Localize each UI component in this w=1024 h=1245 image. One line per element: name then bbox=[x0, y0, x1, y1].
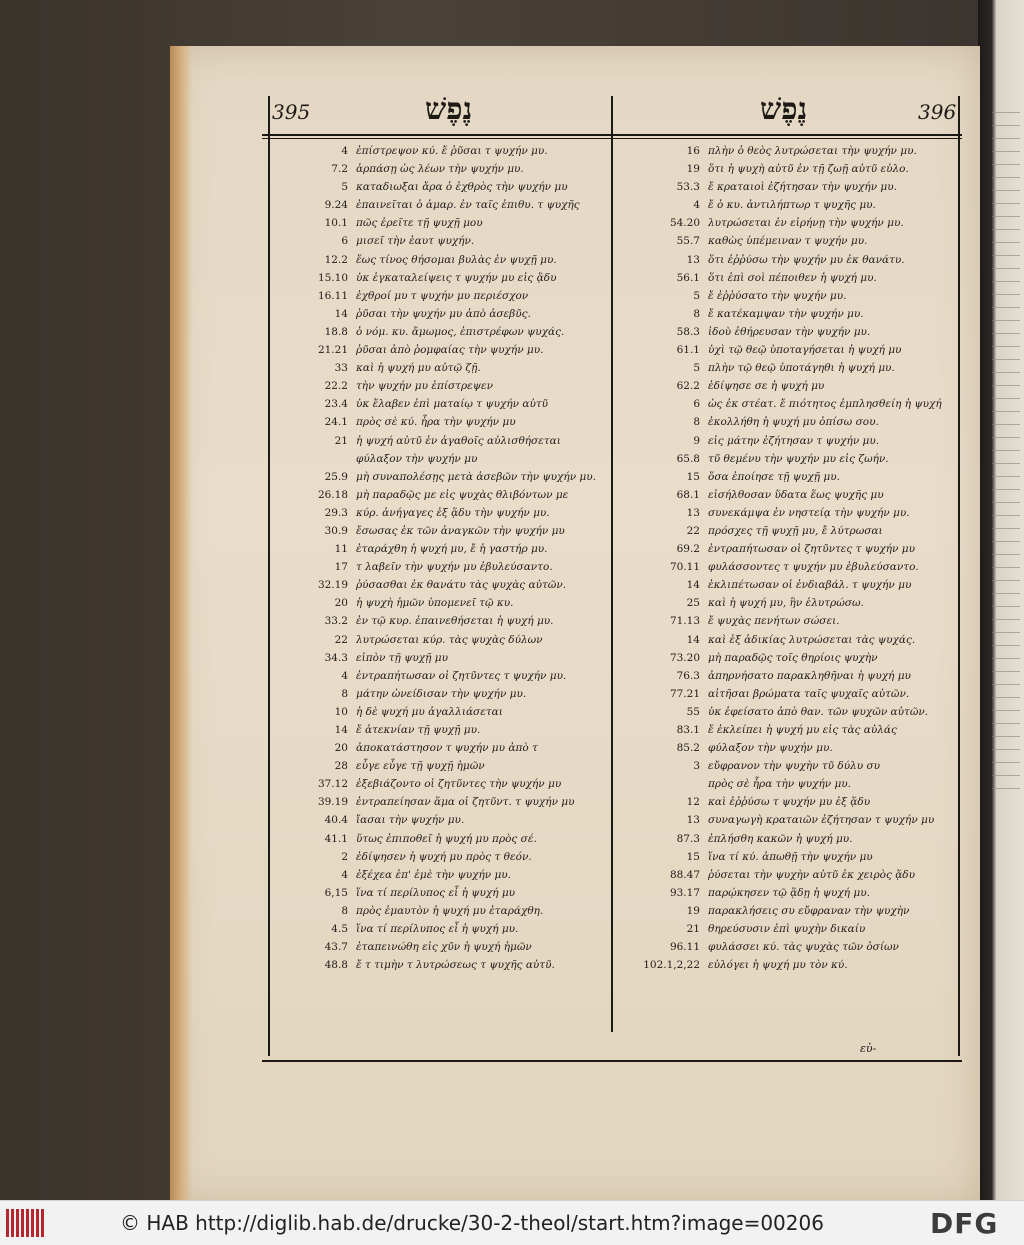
verse-reference: 87.3 bbox=[676, 832, 700, 845]
verse-reference: 14 bbox=[334, 307, 348, 320]
verse-text: λυτρώσεται κύρ. τὰς ψυχὰς δύλων bbox=[356, 633, 543, 646]
index-entry bbox=[270, 793, 610, 811]
left-column bbox=[270, 142, 610, 974]
verse-reference: 10 bbox=[334, 705, 348, 718]
verse-text: ἐπίστρεψον κύ. ἔ ῥῦσαι τ ψυχήν μυ. bbox=[356, 145, 548, 157]
verse-text: ἐντραπήτωσαν οἱ ζητῦντες τ ψυχήν μυ bbox=[708, 543, 915, 556]
verse-reference: 9.24 bbox=[324, 199, 348, 212]
index-entry bbox=[270, 703, 610, 721]
verse-text: εὔφρανον τὴν ψυχὴν τῦ δύλυ συ bbox=[708, 760, 881, 773]
right-heading: נֶפֶשׁ bbox=[760, 92, 808, 127]
index-entry bbox=[612, 486, 958, 504]
index-entry bbox=[612, 811, 958, 829]
verse-text: ῥύσεται τὴν ψυχὴν αὐτῦ ἐκ χειρὸς ᾅδυ bbox=[708, 868, 916, 881]
verse-reference: 68.1 bbox=[676, 488, 700, 501]
verse-text: τὴν ψυχήν μυ ἐπίστρεψεν bbox=[356, 380, 494, 393]
verse-text: ἔ ἀτεκνίαν τῇ ψυχῇ μυ. bbox=[356, 724, 481, 736]
verse-reference: 34.3 bbox=[324, 651, 348, 664]
index-entry bbox=[270, 214, 610, 232]
verse-reference: 14 bbox=[686, 633, 700, 646]
index-entry bbox=[270, 486, 610, 504]
verse-text: μὴ συναπολέσῃς μετὰ ἀσεβῶν τὴν ψυχήν μυ. bbox=[356, 470, 596, 483]
index-entry bbox=[270, 160, 610, 178]
right-page-number: 396 bbox=[918, 100, 957, 124]
verse-reference: 26.18 bbox=[317, 488, 348, 501]
verse-text: καθὼς ὑπέμειναν τ ψυχήν μυ. bbox=[708, 235, 868, 248]
hab-logo-icon bbox=[6, 1209, 50, 1239]
verse-text: συνεκάμψα ἐν νηστείᾳ τὴν ψυχήν μυ. bbox=[708, 506, 910, 519]
verse-text: ῥῦσαι ἀπὸ ῥομφαίας τὴν ψυχήν μυ. bbox=[356, 344, 544, 357]
verse-reference: 58.3 bbox=[676, 325, 700, 338]
verse-reference: 15 bbox=[686, 850, 700, 863]
verse-text: φυλάσσοντες τ ψυχήν μυ ἐβυλεύσαντο. bbox=[708, 561, 919, 574]
verse-reference: 85.2 bbox=[676, 742, 700, 755]
verse-reference: 28 bbox=[334, 760, 348, 773]
verse-text: ὡς ἐκ στέατ. ἔ πιότητος ἐμπλησθείη ἡ ψυχή bbox=[708, 398, 942, 411]
verse-text: κύρ. ἀνήγαγες ἐξ ᾅδυ τὴν ψυχήν μυ. bbox=[356, 506, 550, 519]
verse-reference: 6 bbox=[693, 398, 700, 411]
verse-reference: 22.2 bbox=[324, 380, 348, 393]
index-entry bbox=[270, 649, 610, 667]
verse-reference: 25.9 bbox=[324, 470, 348, 483]
index-entry bbox=[270, 323, 610, 341]
index-entry bbox=[270, 594, 610, 612]
verse-text: καὶ ἐῤῥύσω τ ψυχήν μυ ἐξ ᾅδυ bbox=[708, 796, 871, 809]
verse-text: πῶς ἐρεῖτε τῇ ψυχῇ μου bbox=[356, 217, 483, 230]
index-entry bbox=[270, 667, 610, 685]
index-entry bbox=[270, 142, 610, 160]
verse-text: τ λαβεῖν τὴν ψυχήν μυ ἐβυλεύσαντο. bbox=[356, 561, 553, 574]
verse-reference: 32.19 bbox=[317, 579, 348, 592]
verse-reference: 70.11 bbox=[669, 561, 700, 574]
verse-reference: 15 bbox=[686, 470, 700, 483]
verse-text: ἴασαι τὴν ψυχήν μυ. bbox=[356, 814, 465, 827]
verse-text: πλὴν ὁ θεὸς λυτρώσεται τὴν ψυχήν μυ. bbox=[708, 145, 917, 157]
index-entry bbox=[612, 287, 958, 305]
index-entry bbox=[612, 468, 958, 486]
verse-text: φύλαξον τὴν ψυχήν μυ. bbox=[708, 742, 833, 755]
index-entry bbox=[270, 685, 610, 703]
verse-text: ἐκλιπέτωσαν οἱ ἐνδιαβάλ. τ ψυχήν μυ bbox=[708, 579, 912, 592]
index-entry bbox=[612, 413, 958, 431]
index-entry bbox=[612, 920, 958, 938]
index-entry bbox=[270, 540, 610, 558]
index-entry bbox=[612, 703, 958, 721]
verse-reference: 12.2 bbox=[324, 253, 348, 266]
verse-reference: 9 bbox=[693, 434, 700, 447]
index-entry bbox=[612, 775, 958, 793]
left-heading: נֶפֶשׁ bbox=[425, 92, 473, 127]
index-entry bbox=[612, 377, 958, 395]
index-entry bbox=[612, 160, 958, 178]
verse-text: ἡ ψυχή αὐτῦ ἐν ἀγαθοῖς αὐλισθήσεται bbox=[356, 434, 561, 447]
index-entry bbox=[612, 558, 958, 576]
dfg-logo: DFG bbox=[930, 1207, 999, 1240]
verse-reference: 5 bbox=[693, 362, 700, 375]
verse-reference: 19 bbox=[686, 163, 700, 176]
verse-text: πλὴν τῷ θεῷ ὑποτάγηθι ἡ ψυχή μυ. bbox=[708, 362, 895, 375]
verse-text: ἐντραπείησαν ἅμα οἱ ζητῦντ. τ ψυχήν μυ bbox=[356, 796, 575, 809]
footer-bar bbox=[0, 1200, 1024, 1245]
verse-reference: 71.13 bbox=[669, 615, 700, 628]
index-entry bbox=[270, 631, 610, 649]
verse-reference: 43.7 bbox=[324, 941, 348, 954]
index-entry bbox=[612, 504, 958, 522]
verse-text: πρὸς σὲ ἦρα τὴν ψυχήν μυ. bbox=[708, 778, 852, 791]
index-entry bbox=[270, 287, 610, 305]
verse-text: ἵνα τί κύ. ἀπωθῇ τὴν ψυχήν μυ bbox=[708, 850, 873, 863]
verse-text: ὅτι ἐπὶ σοὶ πέποιθεν ἡ ψυχή μυ. bbox=[708, 271, 877, 284]
verse-text: ἐντραπήτωσαν οἱ ζητῦντες τ ψυχήν μυ. bbox=[356, 669, 567, 682]
verse-text: ἐταράχθη ἡ ψυχή μυ, ἔ ἡ γαστήρ μυ. bbox=[356, 543, 548, 556]
index-entry bbox=[270, 359, 610, 377]
verse-reference: 23.4 bbox=[324, 398, 348, 411]
verse-reference: 21 bbox=[334, 434, 348, 447]
verse-text: αἰτῆσαι βρώματα ταῖς ψυχαῖς αὐτῶν. bbox=[708, 687, 910, 700]
verse-reference: 5 bbox=[693, 289, 700, 302]
page-edge-left bbox=[170, 46, 192, 1206]
verse-text: καταδιωξαι ἄρα ὁ ἐχθρὸς τὴν ψυχήν μυ bbox=[356, 181, 568, 194]
verse-text: ἀποκατάστησον τ ψυχήν μυ ἀπὸ τ bbox=[356, 742, 538, 755]
index-entry bbox=[270, 811, 610, 829]
verse-text: ἔ κατέκαμψαν τὴν ψυχήν μυ. bbox=[708, 307, 864, 320]
verse-text: ἐπαινεῖται ὁ ἁμαρ. ἐν ταῖς ἐπιθυ. τ ψυχῆς bbox=[356, 199, 580, 212]
verse-text: ἡ ψυχὴ ἡμῶν ὑπομενεῖ τῷ κυ. bbox=[356, 597, 514, 610]
index-entry bbox=[270, 558, 610, 576]
verse-text: συναγωγὴ κραταιῶν ἐζήτησαν τ ψυχήν μυ bbox=[708, 814, 935, 827]
index-entry bbox=[612, 323, 958, 341]
verse-text: φυλάσσει κύ. τὰς ψυχὰς τῶν ὁσίων bbox=[708, 941, 899, 954]
index-entry bbox=[270, 232, 610, 250]
index-entry bbox=[612, 830, 958, 848]
verse-text: θηρεύσυσιν ἐπὶ ψυχὴν δικαίυ bbox=[708, 923, 866, 936]
index-entry bbox=[270, 377, 610, 395]
index-entry bbox=[612, 269, 958, 287]
verse-text: ἐξέχεα ἐπ' ἐμὲ τὴν ψυχήν μυ. bbox=[356, 868, 512, 881]
verse-reference: 4 bbox=[341, 145, 348, 157]
index-entry bbox=[270, 920, 610, 938]
index-entry bbox=[612, 631, 958, 649]
verse-text: εἰς μάτην ἐζήτησαν τ ψυχήν μυ. bbox=[708, 434, 880, 447]
verse-text: εὐλόγει ἡ ψυχή μυ τὸν κύ. bbox=[708, 959, 848, 972]
verse-text: παρακλήσεις συ εὔφραναν τὴν ψυχὴν bbox=[708, 904, 910, 917]
index-entry bbox=[612, 341, 958, 359]
index-entry bbox=[612, 612, 958, 630]
verse-text: ὅτι ἡ ψυχὴ αὐτῦ ἐν τῇ ζωῇ αὐτῦ εὐλο. bbox=[708, 163, 909, 176]
verse-reference: 88.47 bbox=[669, 868, 700, 881]
verse-text: εὖγε εὖγε τῇ ψυχῇ ἡμῶν bbox=[356, 760, 485, 773]
verse-reference: 13 bbox=[686, 506, 700, 519]
index-entry bbox=[612, 757, 958, 775]
verse-text: λυτρώσεται ἐν εἰρήνῃ τὴν ψυχήν μυ. bbox=[708, 217, 904, 230]
verse-reference: 48.8 bbox=[324, 959, 348, 972]
verse-reference: 20 bbox=[334, 742, 348, 755]
index-entry bbox=[612, 685, 958, 703]
index-entry bbox=[270, 251, 610, 269]
verse-text: πρόσχες τῇ ψυχῇ μυ, ἔ λύτρωσαι bbox=[708, 524, 883, 537]
verse-text: ἔ ὁ κυ. ἀντιλήπτωρ τ ψυχῆς μυ. bbox=[708, 199, 876, 212]
verse-reference: 4 bbox=[341, 868, 348, 881]
index-entry bbox=[270, 721, 610, 739]
footer-rule bbox=[262, 1060, 962, 1062]
index-entry bbox=[270, 739, 610, 757]
verse-reference: 6 bbox=[341, 235, 348, 248]
verse-text: ἐξεβιάζοντο οἱ ζητῦντες τὴν ψυχήν μυ bbox=[356, 778, 562, 791]
verse-reference: 77.21 bbox=[669, 687, 700, 700]
verse-reference: 4 bbox=[693, 199, 700, 212]
index-entry bbox=[270, 612, 610, 630]
verse-reference: 83.1 bbox=[676, 724, 700, 736]
verse-text: ἐχθροί μυ τ ψυχήν μυ περιέσχον bbox=[356, 289, 529, 302]
verse-reference: 55 bbox=[686, 705, 700, 718]
verse-text: ῥύσασθαι ἐκ θανάτυ τὰς ψυχὰς αὐτῶν. bbox=[356, 579, 567, 592]
verse-text: ἔ κραταιοὶ ἐζήτησαν τὴν ψυχήν μυ. bbox=[708, 181, 897, 194]
verse-reference: 73.20 bbox=[669, 651, 700, 664]
verse-reference: 10.1 bbox=[324, 217, 348, 230]
verse-reference: 2 bbox=[341, 850, 348, 863]
verse-reference: 96.11 bbox=[669, 941, 700, 954]
copyright-text: © HAB http://diglib.hab.de/drucke/30-2-theol/start.htm?image=00206 bbox=[120, 1211, 824, 1235]
index-entry bbox=[612, 359, 958, 377]
index-entry bbox=[612, 214, 958, 232]
verse-reference: 16.11 bbox=[317, 289, 348, 302]
verse-reference: 65.8 bbox=[676, 452, 700, 465]
index-entry bbox=[612, 142, 958, 160]
index-entry bbox=[270, 956, 610, 974]
verse-reference: 93.17 bbox=[669, 886, 700, 899]
index-entry bbox=[612, 866, 958, 884]
index-entry bbox=[612, 594, 958, 612]
verse-text: ἔ ἐῤῥύσατο τὴν ψυχήν μυ. bbox=[708, 289, 847, 302]
verse-text: ὐκ ἐφείσατο ἀπὸ θαν. τῶν ψυχῶν αὐτῶν. bbox=[708, 705, 929, 718]
verse-text: ἵνα τί περίλυπος εἶ ἡ ψυχή μυ. bbox=[356, 923, 519, 936]
index-entry bbox=[270, 757, 610, 775]
index-entry bbox=[612, 667, 958, 685]
verse-text: ἔ ψυχὰς πενήτων σώσει. bbox=[708, 615, 840, 628]
verse-reference: 3 bbox=[693, 760, 700, 773]
verse-text: μὴ παραδῷς τοῖς θηρίοις ψυχὴν bbox=[708, 651, 878, 664]
index-entry bbox=[270, 576, 610, 594]
verse-text: ἐν τῷ κυρ. ἐπαινεθήσεται ἡ ψυχή μυ. bbox=[356, 615, 554, 628]
index-entry bbox=[270, 504, 610, 522]
verse-reference: 69.2 bbox=[676, 543, 700, 556]
index-entry bbox=[612, 576, 958, 594]
verse-text: καὶ ἡ ψυχή μυ, ἣν ἐλυτρώσω. bbox=[708, 597, 864, 610]
index-entry bbox=[612, 848, 958, 866]
verse-text: ἐδίψησεν ἡ ψυχή μυ πρὸς τ θεόν. bbox=[356, 850, 532, 863]
index-entry bbox=[612, 251, 958, 269]
index-entry bbox=[270, 432, 610, 450]
verse-text: ὕτως ἐπιποθεῖ ἡ ψυχή μυ πρὸς σέ. bbox=[356, 832, 537, 845]
verse-reference: 102.1,2,22 bbox=[643, 959, 700, 972]
verse-reference: 17 bbox=[334, 561, 348, 574]
verse-reference: 39.19 bbox=[317, 796, 348, 809]
verse-text: ἡ δὲ ψυχή μυ ἀγαλλιάσεται bbox=[356, 705, 503, 718]
verse-reference: 76.3 bbox=[676, 669, 700, 682]
index-entry bbox=[270, 450, 610, 468]
verse-reference: 6,15 bbox=[324, 886, 348, 899]
index-entry bbox=[612, 721, 958, 739]
index-entry bbox=[612, 739, 958, 757]
index-entry bbox=[612, 178, 958, 196]
verse-text: μὴ παραδῷς με εἰς ψυχὰς θλιβόντων με bbox=[356, 488, 569, 501]
index-entry bbox=[270, 269, 610, 287]
verse-reference: 15.10 bbox=[317, 271, 348, 284]
verse-text: ὐχὶ τῷ θεῷ ὑποταγήσεται ἡ ψυχή μυ bbox=[708, 344, 902, 357]
adjacent-page-edge bbox=[978, 0, 1024, 1200]
verse-reference: 4.5 bbox=[331, 923, 348, 936]
verse-text: ἔσωσας ἐκ τῶν ἀναγκῶν τὴν ψυχήν μυ bbox=[356, 524, 565, 537]
index-entry bbox=[612, 432, 958, 450]
verse-text: μάτην ὠνείδισαν τὴν ψυχήν μυ. bbox=[356, 687, 527, 700]
verse-reference: 22 bbox=[334, 633, 348, 646]
verse-reference: 14 bbox=[334, 724, 348, 736]
verse-text: παρῴκησεν τῷ ᾅδῃ ἡ ψυχή μυ. bbox=[708, 886, 870, 899]
verse-text: καὶ ἐξ ἀδικίας λυτρώσεται τὰς ψυχάς. bbox=[708, 633, 916, 646]
verse-reference: 37.12 bbox=[317, 778, 348, 791]
verse-reference: 11 bbox=[334, 543, 348, 556]
verse-reference: 40.4 bbox=[324, 814, 348, 827]
verse-reference: 41.1 bbox=[324, 832, 348, 845]
index-entry bbox=[612, 793, 958, 811]
verse-reference: 13 bbox=[686, 253, 700, 266]
verse-reference: 12 bbox=[686, 796, 700, 809]
index-entry bbox=[270, 830, 610, 848]
verse-reference: 20 bbox=[334, 597, 348, 610]
index-entry bbox=[612, 938, 958, 956]
verse-reference: 54.20 bbox=[669, 217, 700, 230]
index-entry bbox=[270, 196, 610, 214]
index-entry bbox=[270, 341, 610, 359]
verse-reference: 22 bbox=[686, 524, 700, 537]
verse-reference: 56.1 bbox=[676, 271, 700, 284]
index-entry bbox=[270, 938, 610, 956]
index-entry bbox=[270, 395, 610, 413]
verse-text: εἰσήλθοσαν ὕδατα ἕως ψυχῆς μυ bbox=[708, 488, 884, 501]
verse-reference: 62.2 bbox=[676, 380, 700, 393]
index-entry bbox=[270, 848, 610, 866]
verse-text: καὶ ἡ ψυχή μυ αὐτῷ ζῇ. bbox=[356, 362, 481, 375]
verse-text: ἐδίψησε σε ἡ ψυχή μυ bbox=[708, 380, 825, 393]
index-entry bbox=[612, 884, 958, 902]
verse-text: ἰδοὺ ἐθήρευσαν τὴν ψυχήν μυ. bbox=[708, 325, 871, 338]
index-entry bbox=[270, 866, 610, 884]
verse-text: ἵνα τί περίλυπος εἶ ἡ ψυχή μυ bbox=[356, 886, 516, 899]
verse-reference: 16 bbox=[686, 145, 700, 157]
verse-reference: 19 bbox=[686, 904, 700, 917]
index-entry bbox=[270, 413, 610, 431]
left-page-number: 395 bbox=[272, 100, 311, 124]
verse-reference: 29.3 bbox=[324, 506, 348, 519]
verse-reference: 7.2 bbox=[331, 163, 348, 176]
index-entry bbox=[270, 178, 610, 196]
right-border-rule bbox=[958, 96, 960, 1056]
verse-text: μισεῖ τὴν ἑαυτ ψυχήν. bbox=[356, 235, 475, 248]
verse-text: πρὸς ἐμαυτὸν ἡ ψυχή μυ ἐταράχθη. bbox=[356, 904, 544, 917]
verse-reference: 30.9 bbox=[324, 524, 348, 537]
index-entry bbox=[612, 956, 958, 974]
index-entry bbox=[612, 196, 958, 214]
verse-text: ἀπηρνήσατο παρακληθῆναι ἡ ψυχή μυ bbox=[708, 669, 911, 682]
verse-reference: 8 bbox=[693, 307, 700, 320]
index-entry bbox=[612, 902, 958, 920]
index-entry bbox=[270, 902, 610, 920]
verse-text: φύλαξον τὴν ψυχήν μυ bbox=[356, 452, 478, 465]
verse-reference: 21 bbox=[686, 923, 700, 936]
index-entry bbox=[612, 649, 958, 667]
verse-reference: 8 bbox=[341, 904, 348, 917]
right-column bbox=[612, 142, 958, 974]
verse-reference: 8 bbox=[341, 687, 348, 700]
verse-reference: 24.1 bbox=[324, 416, 348, 429]
verse-reference: 25 bbox=[686, 597, 700, 610]
catchword: εὐ- bbox=[860, 1042, 877, 1055]
verse-text: ὐκ ἐγκαταλείψεις τ ψυχήν μυ εἰς ᾅδυ bbox=[356, 271, 557, 284]
verse-text: ἐπλήσθη κακῶν ἡ ψυχή μυ. bbox=[708, 832, 853, 845]
verse-reference: 55.7 bbox=[676, 235, 700, 248]
verse-text: ἐκολλήθη ἡ ψυχή μυ ὀπίσω σου. bbox=[708, 416, 879, 429]
verse-text: ἕως τίνος θήσομαι βυλὰς ἐν ψυχῇ μυ. bbox=[356, 253, 557, 266]
verse-reference: 53.3 bbox=[676, 181, 700, 194]
verse-text: ἁρπάσῃ ὡς λέων τὴν ψυχήν μυ. bbox=[356, 163, 524, 176]
verse-text: ὅτι ἐῤῥύσω τὴν ψυχήν μυ ἐκ θανάτυ. bbox=[708, 253, 905, 266]
index-entry bbox=[270, 775, 610, 793]
verse-text: ῥῦσαι τὴν ψυχήν μυ ἀπὸ ἀσεβῦς. bbox=[356, 307, 531, 320]
index-entry bbox=[612, 232, 958, 250]
verse-reference: 8 bbox=[693, 416, 700, 429]
index-entry bbox=[612, 522, 958, 540]
verse-text: ἔ ἐκλείπει ἡ ψυχή μυ εἰς τὰς αὐλάς bbox=[708, 724, 897, 736]
verse-reference: 18.8 bbox=[324, 325, 348, 338]
index-entry bbox=[612, 395, 958, 413]
index-entry bbox=[270, 468, 610, 486]
index-entry bbox=[270, 884, 610, 902]
verse-reference: 14 bbox=[686, 579, 700, 592]
verse-text: ὅσα ἐποίησε τῇ ψυχῇ μυ. bbox=[708, 470, 840, 483]
index-entry bbox=[270, 305, 610, 323]
verse-text: ὁ νόμ. κυ. ἄμωμος, ἐπιστρέφων ψυχάς. bbox=[356, 325, 565, 338]
adjacent-page-lines bbox=[992, 100, 1020, 800]
verse-text: ὐκ ἔλαβεν ἐπὶ ματαίῳ τ ψυχήν αὐτῦ bbox=[356, 398, 549, 411]
verse-reference: 21.21 bbox=[317, 344, 348, 357]
verse-text: πρὸς σὲ κύ. ἦρα τὴν ψυχήν μυ bbox=[356, 416, 516, 429]
verse-text: τῦ θεμένυ τὴν ψυχήν μυ εἰς ζωήν. bbox=[708, 452, 889, 465]
index-entry bbox=[612, 450, 958, 468]
index-entry bbox=[612, 305, 958, 323]
verse-text: ἐταπεινώθη εἰς χῦν ἡ ψυχή ἡμῶν bbox=[356, 941, 532, 954]
index-entry bbox=[270, 522, 610, 540]
verse-reference: 33 bbox=[334, 362, 348, 375]
verse-reference: 4 bbox=[341, 669, 348, 682]
verse-reference: 33.2 bbox=[324, 615, 348, 628]
verse-reference: 5 bbox=[341, 181, 348, 194]
verse-reference: 61.1 bbox=[676, 344, 700, 357]
verse-reference: 13 bbox=[686, 814, 700, 827]
verse-text: εἰπὸν τῇ ψυχῇ μυ bbox=[356, 651, 448, 664]
index-entry bbox=[612, 540, 958, 558]
verse-text: ἔ τ τιμὴν τ λυτρώσεως τ ψυχῆς αὐτῦ. bbox=[356, 959, 555, 972]
